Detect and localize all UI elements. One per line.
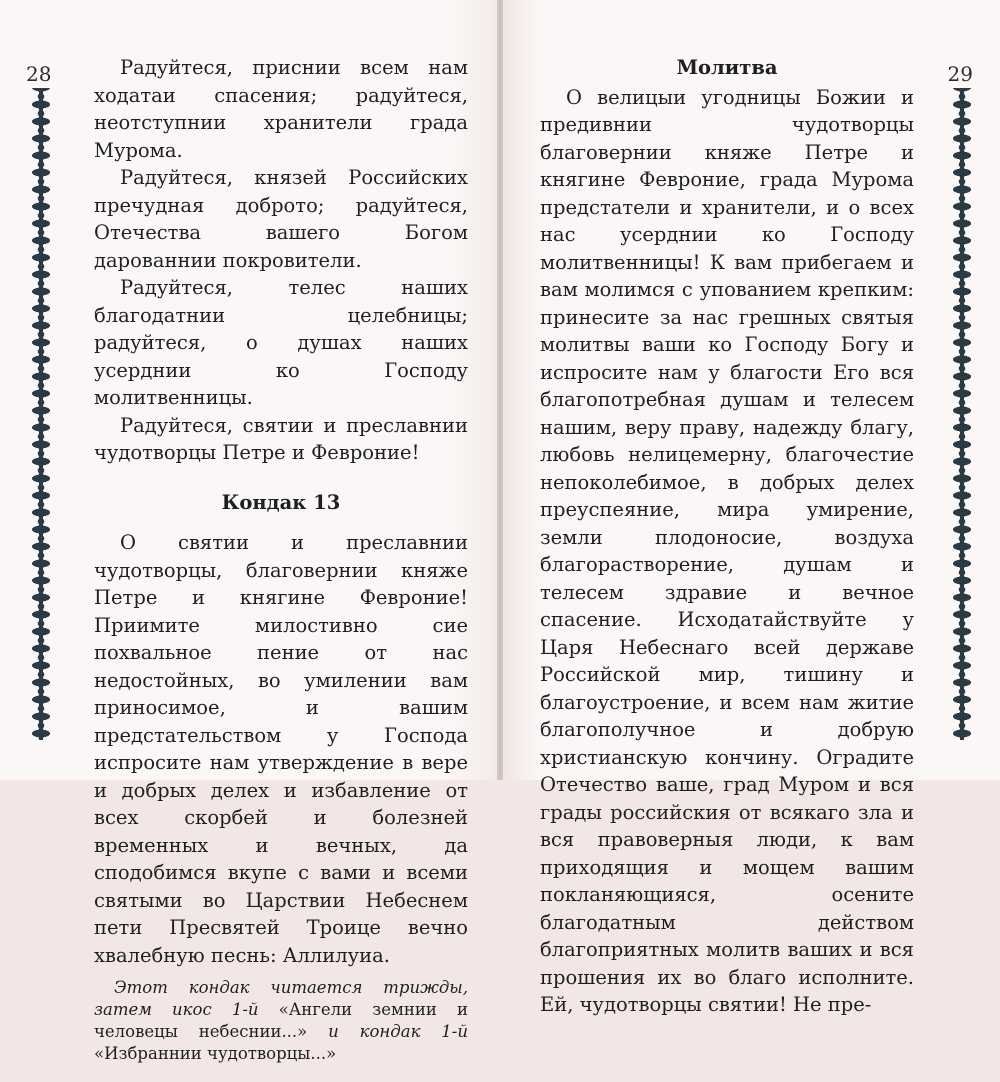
note-quote: «Избраннии чудотворцы...» bbox=[94, 1044, 337, 1063]
note-text: Этот кондак читается трижды, затем икос 1-й bbox=[94, 978, 468, 1019]
paragraph: Радуйтеся, князей Российских пречудная доброто; радуйтеся, Отечества вашего Богом дарованнии покровители. bbox=[94, 166, 468, 272]
vertical-ornament-right bbox=[951, 88, 973, 740]
rubric-note bbox=[94, 977, 468, 1065]
right-page bbox=[500, 0, 1000, 1016]
right-page-text bbox=[540, 54, 914, 1019]
book-gutter bbox=[497, 0, 503, 780]
paragraph: Радуйтеся, телес наших благодатнии целебницы; радуйтеся, о душах наших усерднии ко Господу молитвенницы. bbox=[94, 276, 468, 409]
left-page bbox=[0, 0, 500, 1063]
page-number-right: 29 bbox=[947, 62, 973, 86]
section-heading-kondak: Кондак 13 bbox=[221, 490, 341, 514]
note-quote: «Ангели земнии и человецы небеснии...» bbox=[94, 1000, 468, 1041]
left-page-text bbox=[94, 54, 468, 1082]
kondak-paragraph: О святии и преславнии чудотворцы, благовернии княже Петре и княгине Февроние! Приимите милостивно сие похвальное пение от нас недостойных, во умилении вам приносимое, и вашим предстательством у Господа испросите нам утверждение в вере и добрых делех и избавление от всех скорбей и болезней временных и вечных, да сподобимся вкупе с вами и всеми святыми во Царствии Небеснем пети Пресвятей Троице вечно хвалебную песнь: Аллилуиа. bbox=[94, 531, 468, 967]
paragraph: Радуйтеся, приснии всем нам ходатаи спасения; радуйтеся, неотступнии хранители града Мурома. bbox=[94, 56, 468, 162]
paragraph: Радуйтеся, святии и преславнии чудотворцы Петре и Февроние! bbox=[94, 413, 468, 464]
page-number-left: 28 bbox=[26, 62, 52, 86]
vertical-ornament-left bbox=[30, 88, 52, 740]
prayer-paragraph: О велицыи угодницы Божии и предивнии чудотворцы благовернии княже Петре и княгине Февроние, града Мурома предстатели и хранители, и о всех нас усерднии ко Господу молитвенницы! К вам прибегаем и вам молимся с упованием крепким: принесите за нас грешных святыя молитвы ваши ко Господу Богу и испросите нам у благости Его вся благопотребная душам и телесем нашим, веру праву, надежду благу, любовь нелицемерну, благочестие непоколебимое, в добрых делех преуспеяние, мира умирение, земли плодоносие, воздуха благорастворение, душам и телесем здравие и вечное спасение. Исходатайствуйте у Царя Небеснаго всей державе Российской мир, тишину и благоустроение, и всем нам житие благополучное и добрую христианскую кончину. Оградите Отечество ваше, град Муром и вся грады российския от всякаго зла и вся правоверныя люди, к вам приходящия и мощем вашим покланяющияся, осените благодатным действом благоприятных молитв ваших и вся прошения их во благо исполните. Ей, чудотворцы святии! Не пре- bbox=[540, 85, 914, 1016]
section-heading-prayer: Молитва bbox=[676, 56, 778, 79]
note-text: и кондак 1-й bbox=[307, 1022, 468, 1041]
